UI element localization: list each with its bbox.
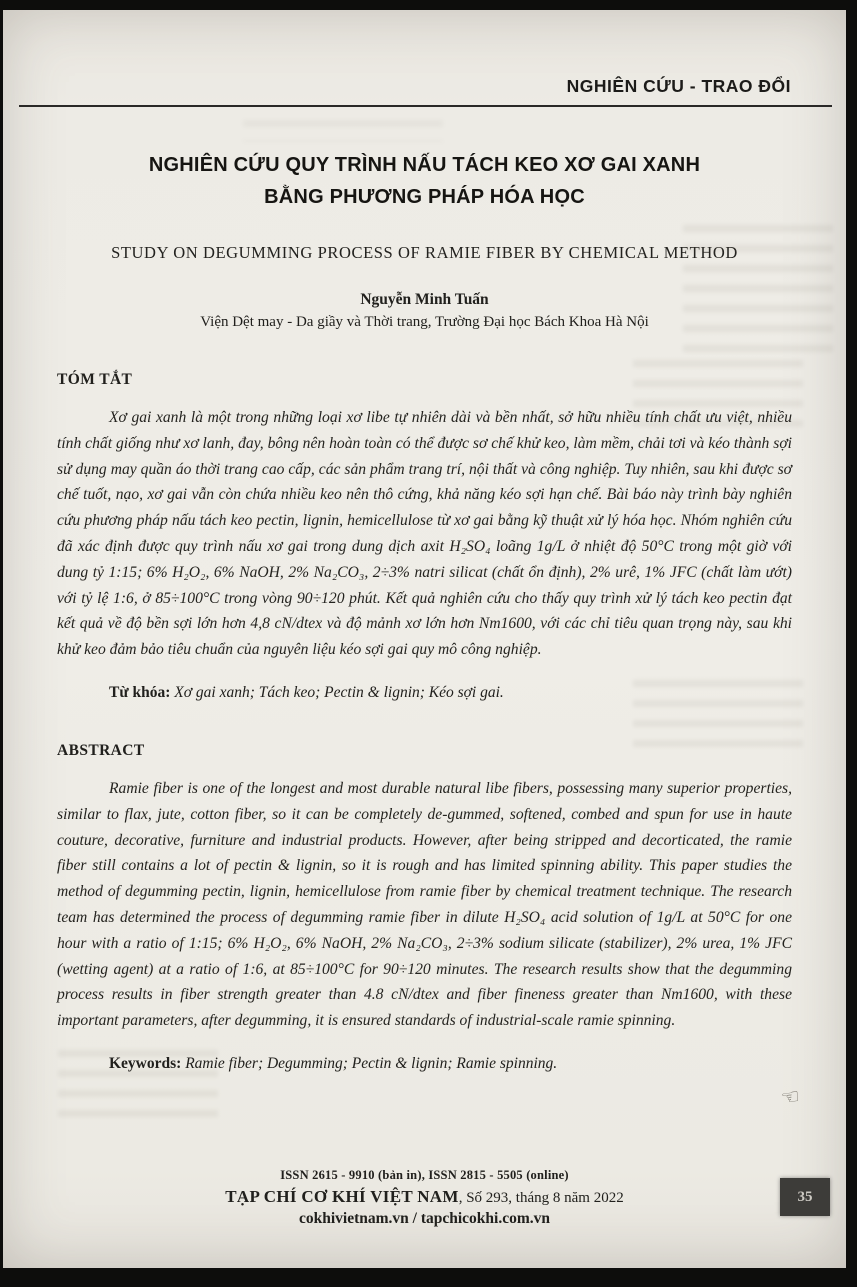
section-heading-abstract: ABSTRACT bbox=[57, 741, 145, 759]
keywords-label-vi: Từ khóa: bbox=[109, 683, 171, 701]
title-line-2: BẰNG PHƯƠNG PHÁP HÓA HỌC bbox=[264, 186, 585, 208]
keywords-text-en: Ramie fiber; Degumming; Pectin & lignin; Ramie spinning. bbox=[181, 1054, 558, 1072]
page-header bbox=[3, 76, 846, 107]
pointing-hand-icon: ☞ bbox=[779, 1083, 802, 1111]
issn-line: ISSN 2615 - 9910 (bản in), ISSN 2815 - 5505 (online) bbox=[280, 1168, 569, 1182]
journal-name: TẠP CHÍ CƠ KHÍ VIỆT NAM bbox=[225, 1187, 459, 1206]
section-heading-tom-tat: TÓM TẮT bbox=[57, 371, 133, 388]
author-affiliation: Viện Dệt may - Da giầy và Thời trang, Trường Đại học Bách Khoa Hà Nội bbox=[200, 314, 649, 330]
keywords-label-en: Keywords: bbox=[109, 1054, 182, 1072]
abstract-vietnamese: Xơ gai xanh là một trong những loại xơ libe tự nhiên dài và bền nhất, sở hữu nhiều tính chất ưu việt, nhiều tính chất giống như xơ lanh, đay, bông nên hoàn toàn có thể được sơ chế khử keo, làm mềm, chải tơi và kéo thành sợi sử dụng may quần áo thời trang cao cấp, các sản phẩm trang trí, nội thất và công nghiệp. Tuy nhiên, sau khi được sơ chế tuốt, nạo, xơ gai vẫn còn chứa nhiều keo nên thô cứng, khả năng kéo sợi hạn chế. Bài báo này trình bày nghiên cứu phương pháp nấu tách keo pectin, lignin, hemicellulose từ xơ gai bằng kỹ thuật xử lý hóa học. Nhóm nghiên cứu đã xác định được quy trình nấu xơ gai trong dung dịch axit H₂SO₄ loãng 1g/L ở nhiệt độ 50°C trong một giờ với dung tỷ 1:15; 6% H₂O₂, 6% NaOH, 2% Na₂CO₃, 2÷3% natri silicat (chất ổn định), 2% urê, 1% JFC (chất làm ướt) với tỷ lệ 1:6, ở 85÷100°C trong vòng 90÷120 phút. Kết quả nghiên cứu cho thấy quy trình xử lý tách keo pectin đạt kết quả về độ bền sợi lớn hơn 4,8 cN/dtex và độ mảnh xơ lớn hơn Nm1600, với các chỉ tiêu quan trọng này, sau khi khử keo đảm bảo tiêu chuẩn của nguyên liệu kéo sợi gai quy mô công nghiệp. bbox=[57, 409, 792, 659]
page-footer bbox=[3, 1168, 846, 1228]
article-title-english: STUDY ON DEGUMMING PROCESS OF RAMIE FIBER BY CHEMICAL METHOD bbox=[111, 243, 738, 262]
keywords-text-vi: Xơ gai xanh; Tách keo; Pectin & lignin; Kéo sợi gai. bbox=[170, 683, 504, 701]
article-content bbox=[3, 149, 846, 1073]
abstract-english: Ramie fiber is one of the longest and most durable natural libe fibers, possessing many superior properties, similar to flax, jute, cotton fiber, so it can be completely de-gummed, softened, combed and spun for use in haute couture, decorative, furniture and industrial products. However, after being stripped and decorticated, the ramie fiber still contains a lot of pectin & lignin, so it is rough and has limited spinning ability. This paper studies the method of degumming pectin, lignin, hemicellulose from ramie fiber by chemical treatment technique. The research team has determined the process of degumming ramie fiber in dilute H₂SO₄ acid solution of 1g/L at 50°C for one hour with a ratio of 1:15; 6% H₂O₂, 6% NaOH, 2% Na₂CO₃, 2÷3% sodium silicate (stabilizer), 2% urea, 1% JFC (wetting agent) at a ratio of 1:6, at 85÷100°C for 90÷120 minutes. The research results show that the degumming process results in fiber strength greater than 4.8 cN/dtex and fiber fineness greater than Nm1600, with these important parameters, after degumming, it is ensured standards of industrial-scale ramie spinning. bbox=[57, 779, 792, 1030]
journal-website: cokhivietnam.vn / tapchicokhi.com.vn bbox=[298, 1210, 551, 1227]
author-name: Nguyễn Minh Tuấn bbox=[360, 291, 489, 308]
bleed-through-artifact bbox=[243, 120, 443, 142]
journal-section-label: NGHIÊN CỨU - TRAO ĐỔI bbox=[566, 76, 791, 96]
journal-issue-info: , Số 293, tháng 8 năm 2022 bbox=[458, 1190, 624, 1206]
page-number: 35 bbox=[780, 1178, 830, 1216]
journal-line bbox=[3, 1187, 846, 1207]
keywords-english bbox=[57, 1055, 792, 1073]
title-line-1: NGHIÊN CỨU QUY TRÌNH NẤU TÁCH KEO XƠ GAI XANH bbox=[148, 154, 701, 176]
keywords-vietnamese bbox=[57, 684, 792, 702]
article-title-vietnamese bbox=[57, 149, 792, 213]
header-divider bbox=[19, 105, 832, 107]
page-surface bbox=[3, 10, 846, 1268]
